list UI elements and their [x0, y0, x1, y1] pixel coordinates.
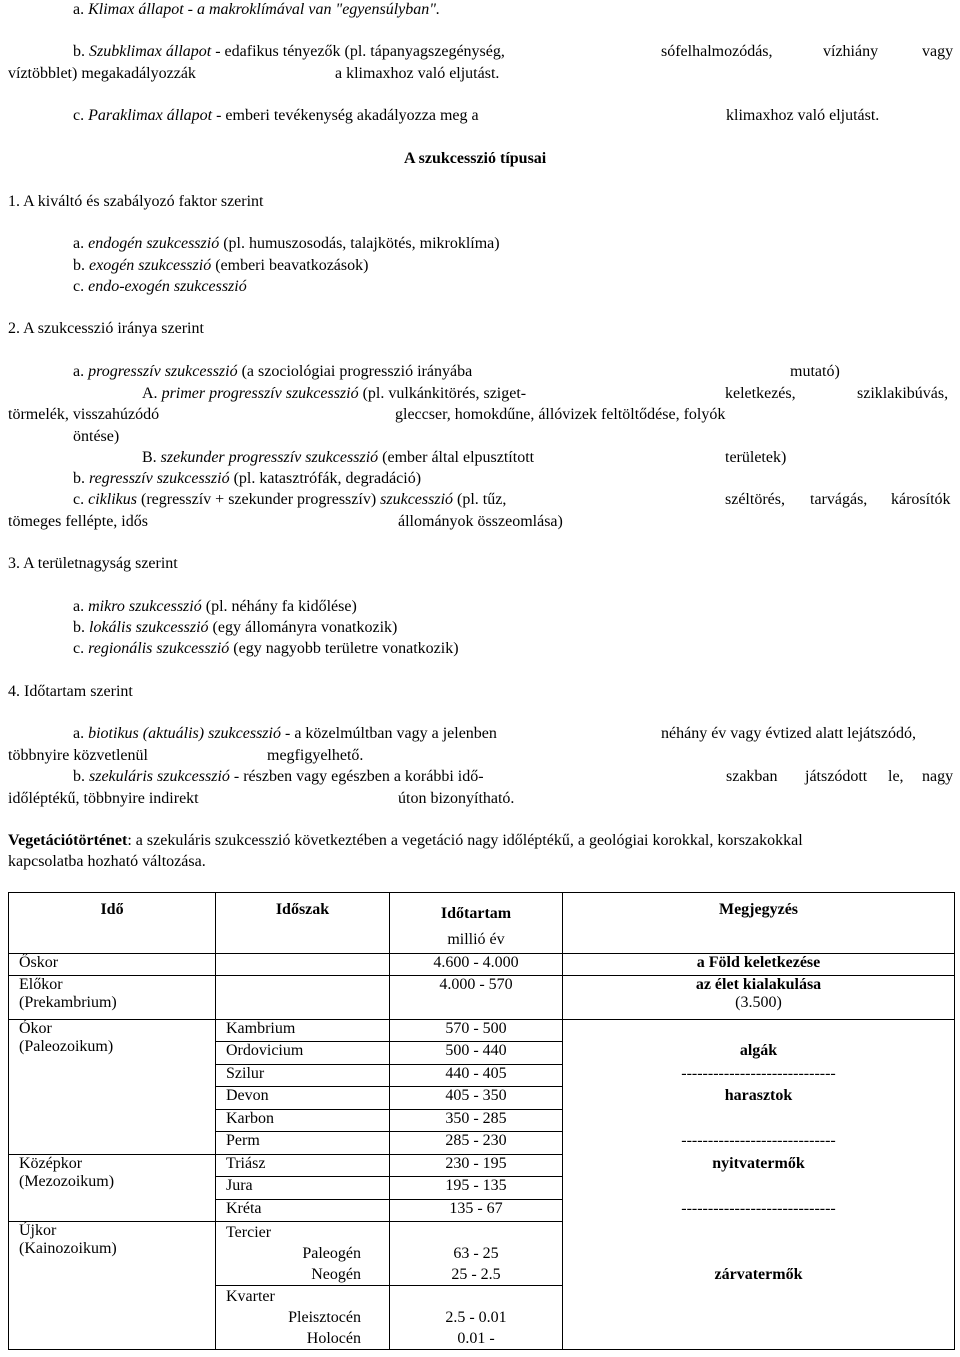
table-row: Újkor (Kainozoikum) Tercier Paleogén Neogén 63 - 25 25 - 2.5 zárvatermők [9, 1222, 955, 1286]
s2-title: 2. A szukcesszió iránya szerint [8, 320, 204, 337]
s1-title: 1. A kiváltó és szabályozó faktor szerint [8, 193, 264, 210]
table-row: Őskor 4.600 - 4.000 a Föld keletkezése [9, 954, 955, 976]
szubklimax-word-2: vízhiány [823, 43, 879, 60]
header-unit: millió év [447, 931, 505, 948]
szubklimax-word-3: vagy [922, 43, 954, 60]
header-ido: Idő [100, 901, 124, 918]
table-row: Karbon 350 - 285 [9, 1110, 955, 1132]
geologic-time-table [8, 892, 955, 1350]
szubklimax-line-2b: a klimaxhoz való eljutást. [335, 65, 500, 82]
szubklimax-line-2a: víztöbblet) megakadályozzák [8, 65, 196, 82]
table-row: Perm 285 - 230 ----------------------------- [9, 1132, 955, 1155]
s2-item-c-word3: károsítók [891, 491, 951, 508]
s4-item-a-end: néhány év vagy évtized alatt lejátszódó, [661, 725, 917, 742]
vegetaciotortenet-line1: Vegetációtörténet: a szekuláris szukcesszió következtében a vegetáció nagy időléptékű, a geológiai korokkal, korszakokkal [8, 832, 803, 849]
s4-item-b-line2b: úton bizonyítható. [398, 790, 515, 807]
s4-item-b-line2a: időléptékű, többnyire indirekt [8, 790, 199, 807]
table-row: Jura 195 - 135 [9, 1177, 955, 1200]
s4-item-b-word3: le, [888, 768, 904, 785]
table-row: Előkor (Prekambrium) 4.000 - 570 az élet kialakulása (3.500) [9, 976, 955, 1020]
s4-title: 4. Időtartam szerint [8, 683, 133, 700]
s4-item-b: b. szekuláris szukcesszió - részben vagy egészben a korábbi idő- [73, 768, 484, 785]
s2-item-c-word1: széltörés, [725, 491, 785, 508]
table-header-row [9, 893, 955, 954]
s4-item-a: a. biotikus (aktuális) szukcesszió - a közelmúltban vagy a jelenben [73, 725, 497, 742]
section-heading: A szukcesszió típusai [404, 150, 547, 167]
s2-item-A: A. primer progresszív szukcesszió (pl. vulkánkitörés, sziget- [142, 385, 527, 402]
s2-item-c-line2b: állományok összeomlása) [398, 513, 563, 530]
table-row: Kvarter Pleisztocén Holocén 2.5 - 0.01 0.01 - [9, 1286, 955, 1350]
s4-item-a-line2a: többnyire közvetlenül [8, 747, 148, 764]
s2-item-A-word1: keletkezés, [725, 385, 796, 402]
header-megjegyzes: Megjegyzés [718, 901, 799, 918]
s2-item-b: b. regresszív szukcesszió (pl. katasztrófák, degradáció) [73, 470, 422, 487]
table-row: Középkor (Mezozoikum) Triász 230 - 195 nyitvatermők [9, 1155, 955, 1177]
s4-item-a-line2b: megfigyelhető. [267, 747, 364, 764]
paraklimax-line: c. Paraklimax állapot - emberi tevékenység akadályozza meg a [73, 107, 479, 124]
s2-item-A-word2: sziklakibúvás, [857, 385, 949, 402]
header-idotartam: Időtartam [440, 905, 512, 922]
s2-item-A-line3: öntése) [73, 428, 120, 445]
s2-item-a: a. progresszív szukcesszió (a szociológiai progresszió irányába [73, 363, 473, 380]
s1-item-c: c. endo-exogén szukcesszió [73, 278, 247, 295]
s2-item-c-word2: tarvágás, [810, 491, 868, 508]
s2-item-a-end: mutató) [790, 363, 840, 380]
s1-item-a: a. endogén szukcesszió (pl. humuszosodás, talajkötés, mikroklíma) [73, 235, 500, 252]
s4-item-b-word2: játszódott [805, 768, 868, 785]
s1-item-b: b. exogén szukcesszió (emberi beavatkozások) [73, 257, 369, 274]
szubklimax-term: Szubklimax állapot [89, 43, 212, 60]
vegetaciotortenet-line2: kapcsolatba hozható változása. [8, 853, 206, 870]
table-row: Devon 405 - 350 harasztok [9, 1087, 955, 1110]
header-idoszak: Időszak [275, 901, 330, 918]
klimax-term: Klimax állapot - a makroklímával van "egyensúlyban". [88, 1, 440, 18]
s2-item-c-line2a: tömeges fellépte, idős [8, 513, 148, 530]
szubklimax-line-1: b. Szubklimax állapot - edafikus tényezők (pl. tápanyagszegénység, [73, 43, 505, 60]
s4-item-b-word4: nagy [922, 768, 954, 785]
s2-item-B: B. szekunder progresszív szukcesszió (ember által elpusztított [142, 449, 535, 466]
table-row: Kréta 135 - 67 ----------------------------- [9, 1200, 955, 1222]
s3-item-c: c. regionális szukcesszió (egy nagyobb területre vonatkozik) [73, 640, 459, 657]
szubklimax-word-1: sófelhalmozódás, [661, 43, 773, 60]
s4-item-b-word1: szakban [726, 768, 778, 785]
paraklimax-end: klimaxhoz való eljutást. [726, 107, 880, 124]
paraklimax-term: Paraklimax állapot [88, 107, 213, 124]
s2-item-B-end: területek) [725, 449, 787, 466]
table-row: Ókor (Paleozoikum) Kambrium 570 - 500 [9, 1020, 955, 1042]
s2-item-A-line2b: gleccser, homokdűne, állóvizek feltöltődése, folyók [395, 406, 726, 423]
s3-item-b: b. lokális szukcesszió (egy állományra vonatkozik) [73, 619, 398, 636]
s2-item-c: c. ciklikus (regresszív + szekunder progresszív) szukcesszió (pl. tűz, [73, 491, 507, 508]
s3-title: 3. A területnagyság szerint [8, 555, 178, 572]
klimax-line-a: a. Klimax állapot - a makroklímával van "egyensúlyban". [73, 1, 440, 18]
s3-item-a: a. mikro szukcesszió (pl. néhány fa kidőlése) [73, 598, 357, 615]
table-row: Ordovicium 500 - 440 algák [9, 1042, 955, 1065]
s2-item-A-line2a: törmelék, visszahúzódó [8, 406, 160, 423]
table-row: Szilur 440 - 405 ----------------------------- [9, 1065, 955, 1087]
